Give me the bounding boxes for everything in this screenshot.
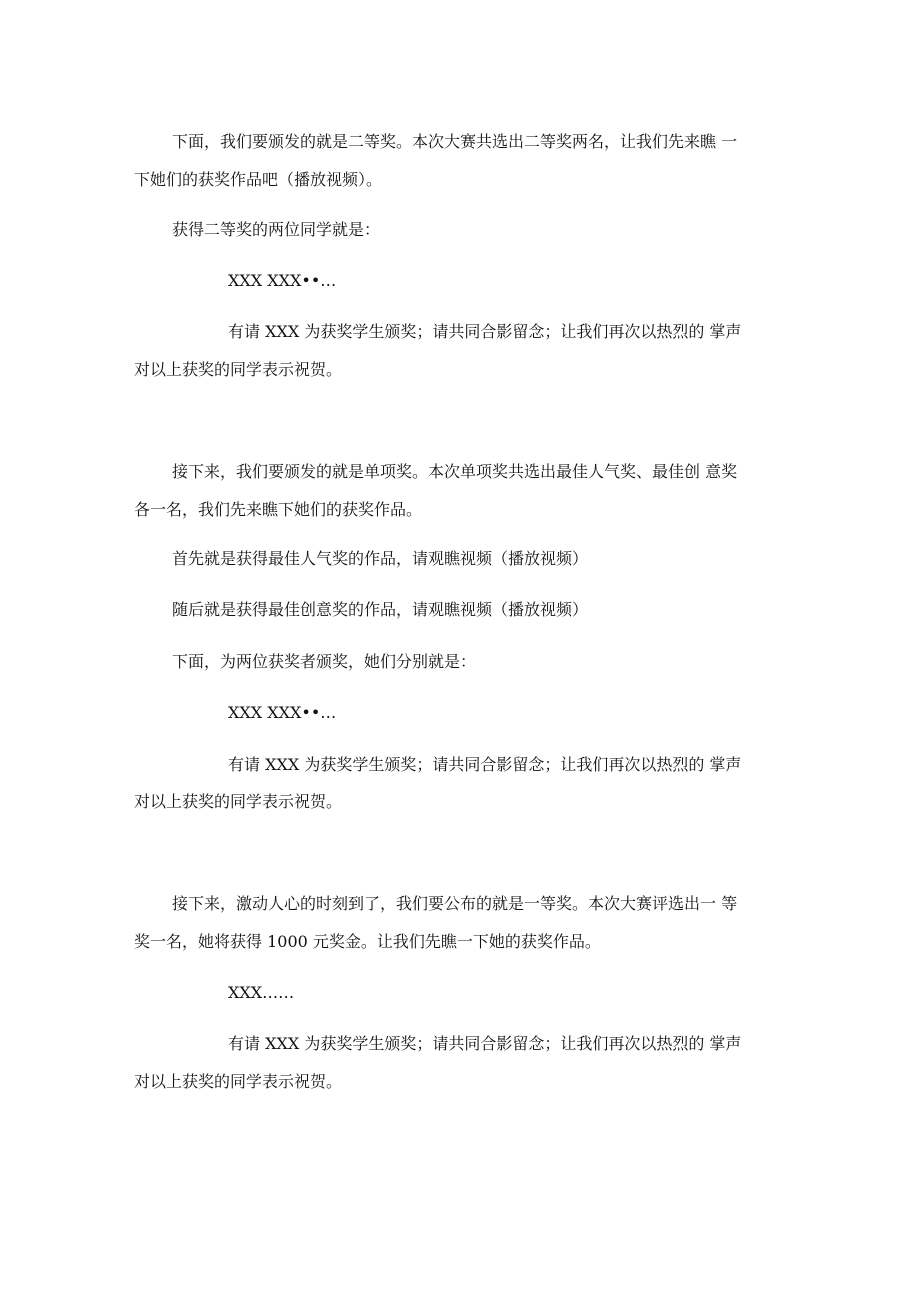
paragraph-line: 对以上获奖的同学表示祝贺。 [134, 792, 343, 811]
paragraph-line: 下面，为两位获奖者颁奖，她们分别就是： [172, 652, 477, 671]
paragraph-line: 首先就是获得最佳人气奖的作品，请观瞧视频（播放视频） [172, 549, 589, 568]
paragraph-line: 获得二等奖的两位同学就是： [172, 220, 381, 239]
paragraph-line: 奖一名，她将获得 1000 元奖金。让我们先瞧一下她的获奖作品。 [134, 932, 601, 951]
winner-names: XXX XXX••… [228, 271, 337, 290]
paragraph-line: 对以上获奖的同学表示祝贺。 [134, 360, 343, 379]
paragraph-line: 接下来，我们要颁发的就是单项奖。本次单项奖共选出最佳人气奖、最佳创 意奖 [172, 462, 738, 481]
paragraph-line: 接下来，激动人心的时刻到了，我们要公布的就是一等奖。本次大赛评选出一 等 [172, 894, 738, 913]
winner-names: XXX…… [228, 983, 295, 1002]
paragraph-line: 随后就是获得最佳创意奖的作品，请观瞧视频（播放视频） [172, 600, 589, 619]
paragraph-line: 有请 XXX 为获奖学生颁奖；请共同合影留念；让我们再次以热烈的 掌声 [228, 755, 742, 774]
paragraph-line: 有请 XXX 为获奖学生颁奖；请共同合影留念；让我们再次以热烈的 掌声 [228, 322, 742, 341]
paragraph-line: 下面，我们要颁发的就是二等奖。本次大赛共选出二等奖两名，让我们先来瞧 一 [172, 132, 738, 151]
paragraph-line: 各一名，我们先来瞧下她们的获奖作品。 [134, 500, 423, 519]
paragraph-line: 下她们的获奖作品吧（播放视频）。 [134, 170, 383, 189]
winner-names: XXX XXX••… [228, 703, 337, 722]
paragraph-line: 对以上获奖的同学表示祝贺。 [134, 1072, 343, 1091]
paragraph-line: 有请 XXX 为获奖学生颁奖；请共同合影留念；让我们再次以热烈的 掌声 [228, 1034, 742, 1053]
